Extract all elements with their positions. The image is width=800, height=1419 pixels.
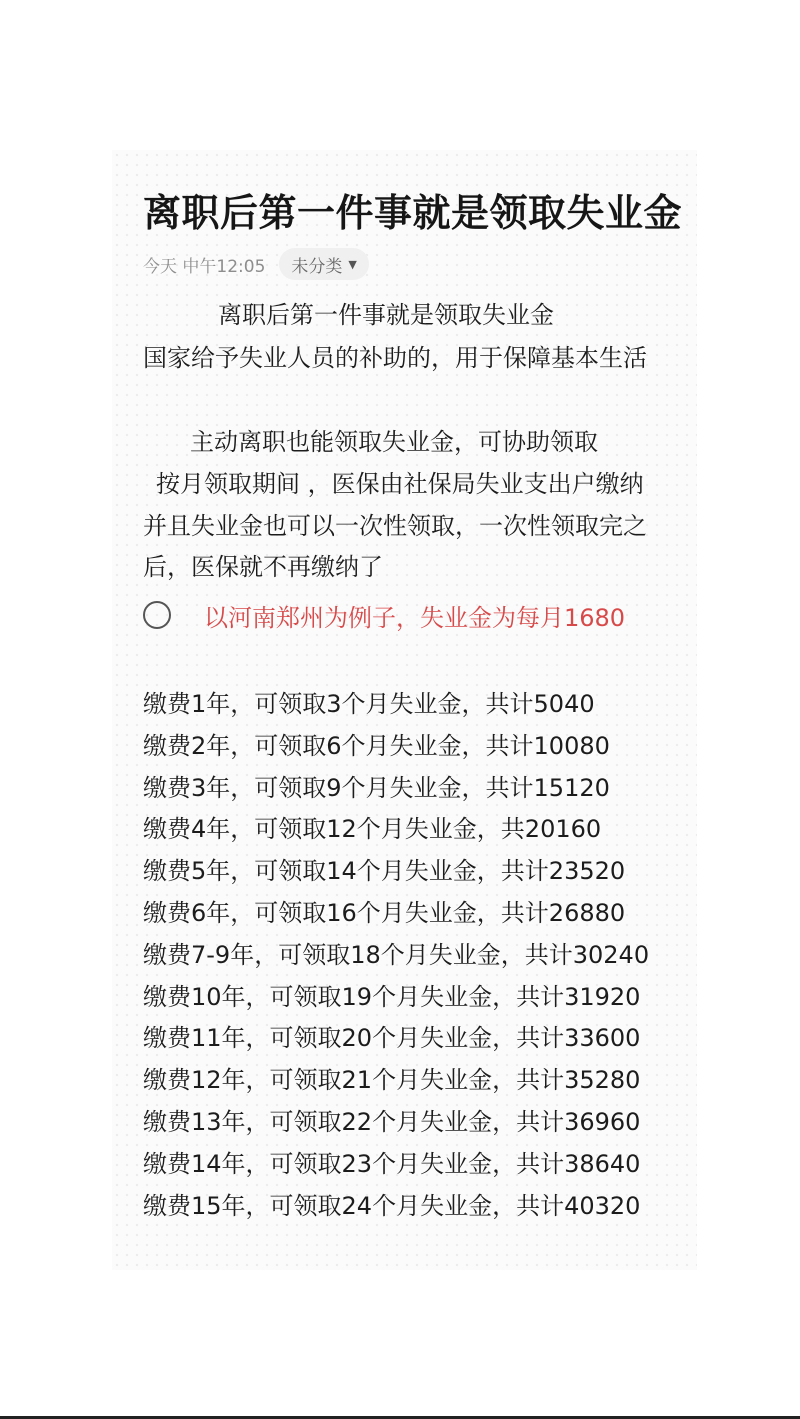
benefit-line[interactable]: 缴费7-9年，可领取18个月失业金，共计30240 — [143, 941, 650, 969]
benefit-line[interactable]: 缴费6年，可领取16个月失业金，共计26880 — [143, 899, 626, 927]
todo-checkbox[interactable] — [143, 601, 171, 629]
benefit-line[interactable]: 缴费14年，可领取23个月失业金，共计38640 — [143, 1150, 641, 1178]
intro-line[interactable]: 离职后第一件事就是领取失业金 — [218, 301, 554, 329]
benefit-line[interactable]: 缴费13年，可领取22个月失业金，共计36960 — [143, 1108, 641, 1136]
note-meta — [143, 248, 369, 280]
benefit-line[interactable]: 缴费10年，可领取19个月失业金，共计31920 — [143, 983, 641, 1011]
detail-line[interactable]: 后，医保就不再缴纳了 — [143, 553, 383, 581]
benefit-line[interactable]: 缴费15年，可领取24个月失业金，共计40320 — [143, 1192, 641, 1220]
caret-down-icon: ▼ — [348, 257, 357, 271]
detail-line[interactable]: 并且失业金也可以一次性领取，一次性领取完之 — [143, 512, 647, 540]
benefit-line[interactable]: 缴费3年，可领取9个月失业金，共计15120 — [143, 774, 610, 802]
note-timestamp: 今天 中午12:05 — [143, 256, 266, 277]
detail-line[interactable]: 按月领取期间 ，医保由社保局失业支出户缴纳 — [156, 470, 644, 498]
benefit-line[interactable]: 缴费1年，可领取3个月失业金，共计5040 — [143, 690, 595, 718]
category-label: 未分类 — [291, 256, 343, 277]
todo-text[interactable]: 以河南郑州为例子，失业金为每月1680 — [204, 603, 626, 632]
benefit-line[interactable]: 缴费5年，可领取14个月失业金，共计23520 — [143, 857, 626, 885]
benefit-line[interactable]: 缴费11年，可领取20个月失业金，共计33600 — [143, 1024, 641, 1052]
benefit-line[interactable]: 缴费4年，可领取12个月失业金，共20160 — [143, 815, 602, 843]
detail-line[interactable]: 主动离职也能领取失业金，可协助领取 — [190, 428, 598, 456]
benefit-line[interactable]: 缴费2年，可领取6个月失业金，共计10080 — [143, 732, 610, 760]
note-title[interactable]: 离职后第一件事就是领取失业金 — [143, 191, 683, 235]
todo-item — [143, 595, 625, 635]
category-dropdown[interactable] — [279, 248, 368, 280]
intro-line[interactable]: 国家给予失业人员的补助的，用于保障基本生活 — [143, 344, 647, 372]
benefit-line[interactable]: 缴费12年，可领取21个月失业金，共计35280 — [143, 1066, 641, 1094]
